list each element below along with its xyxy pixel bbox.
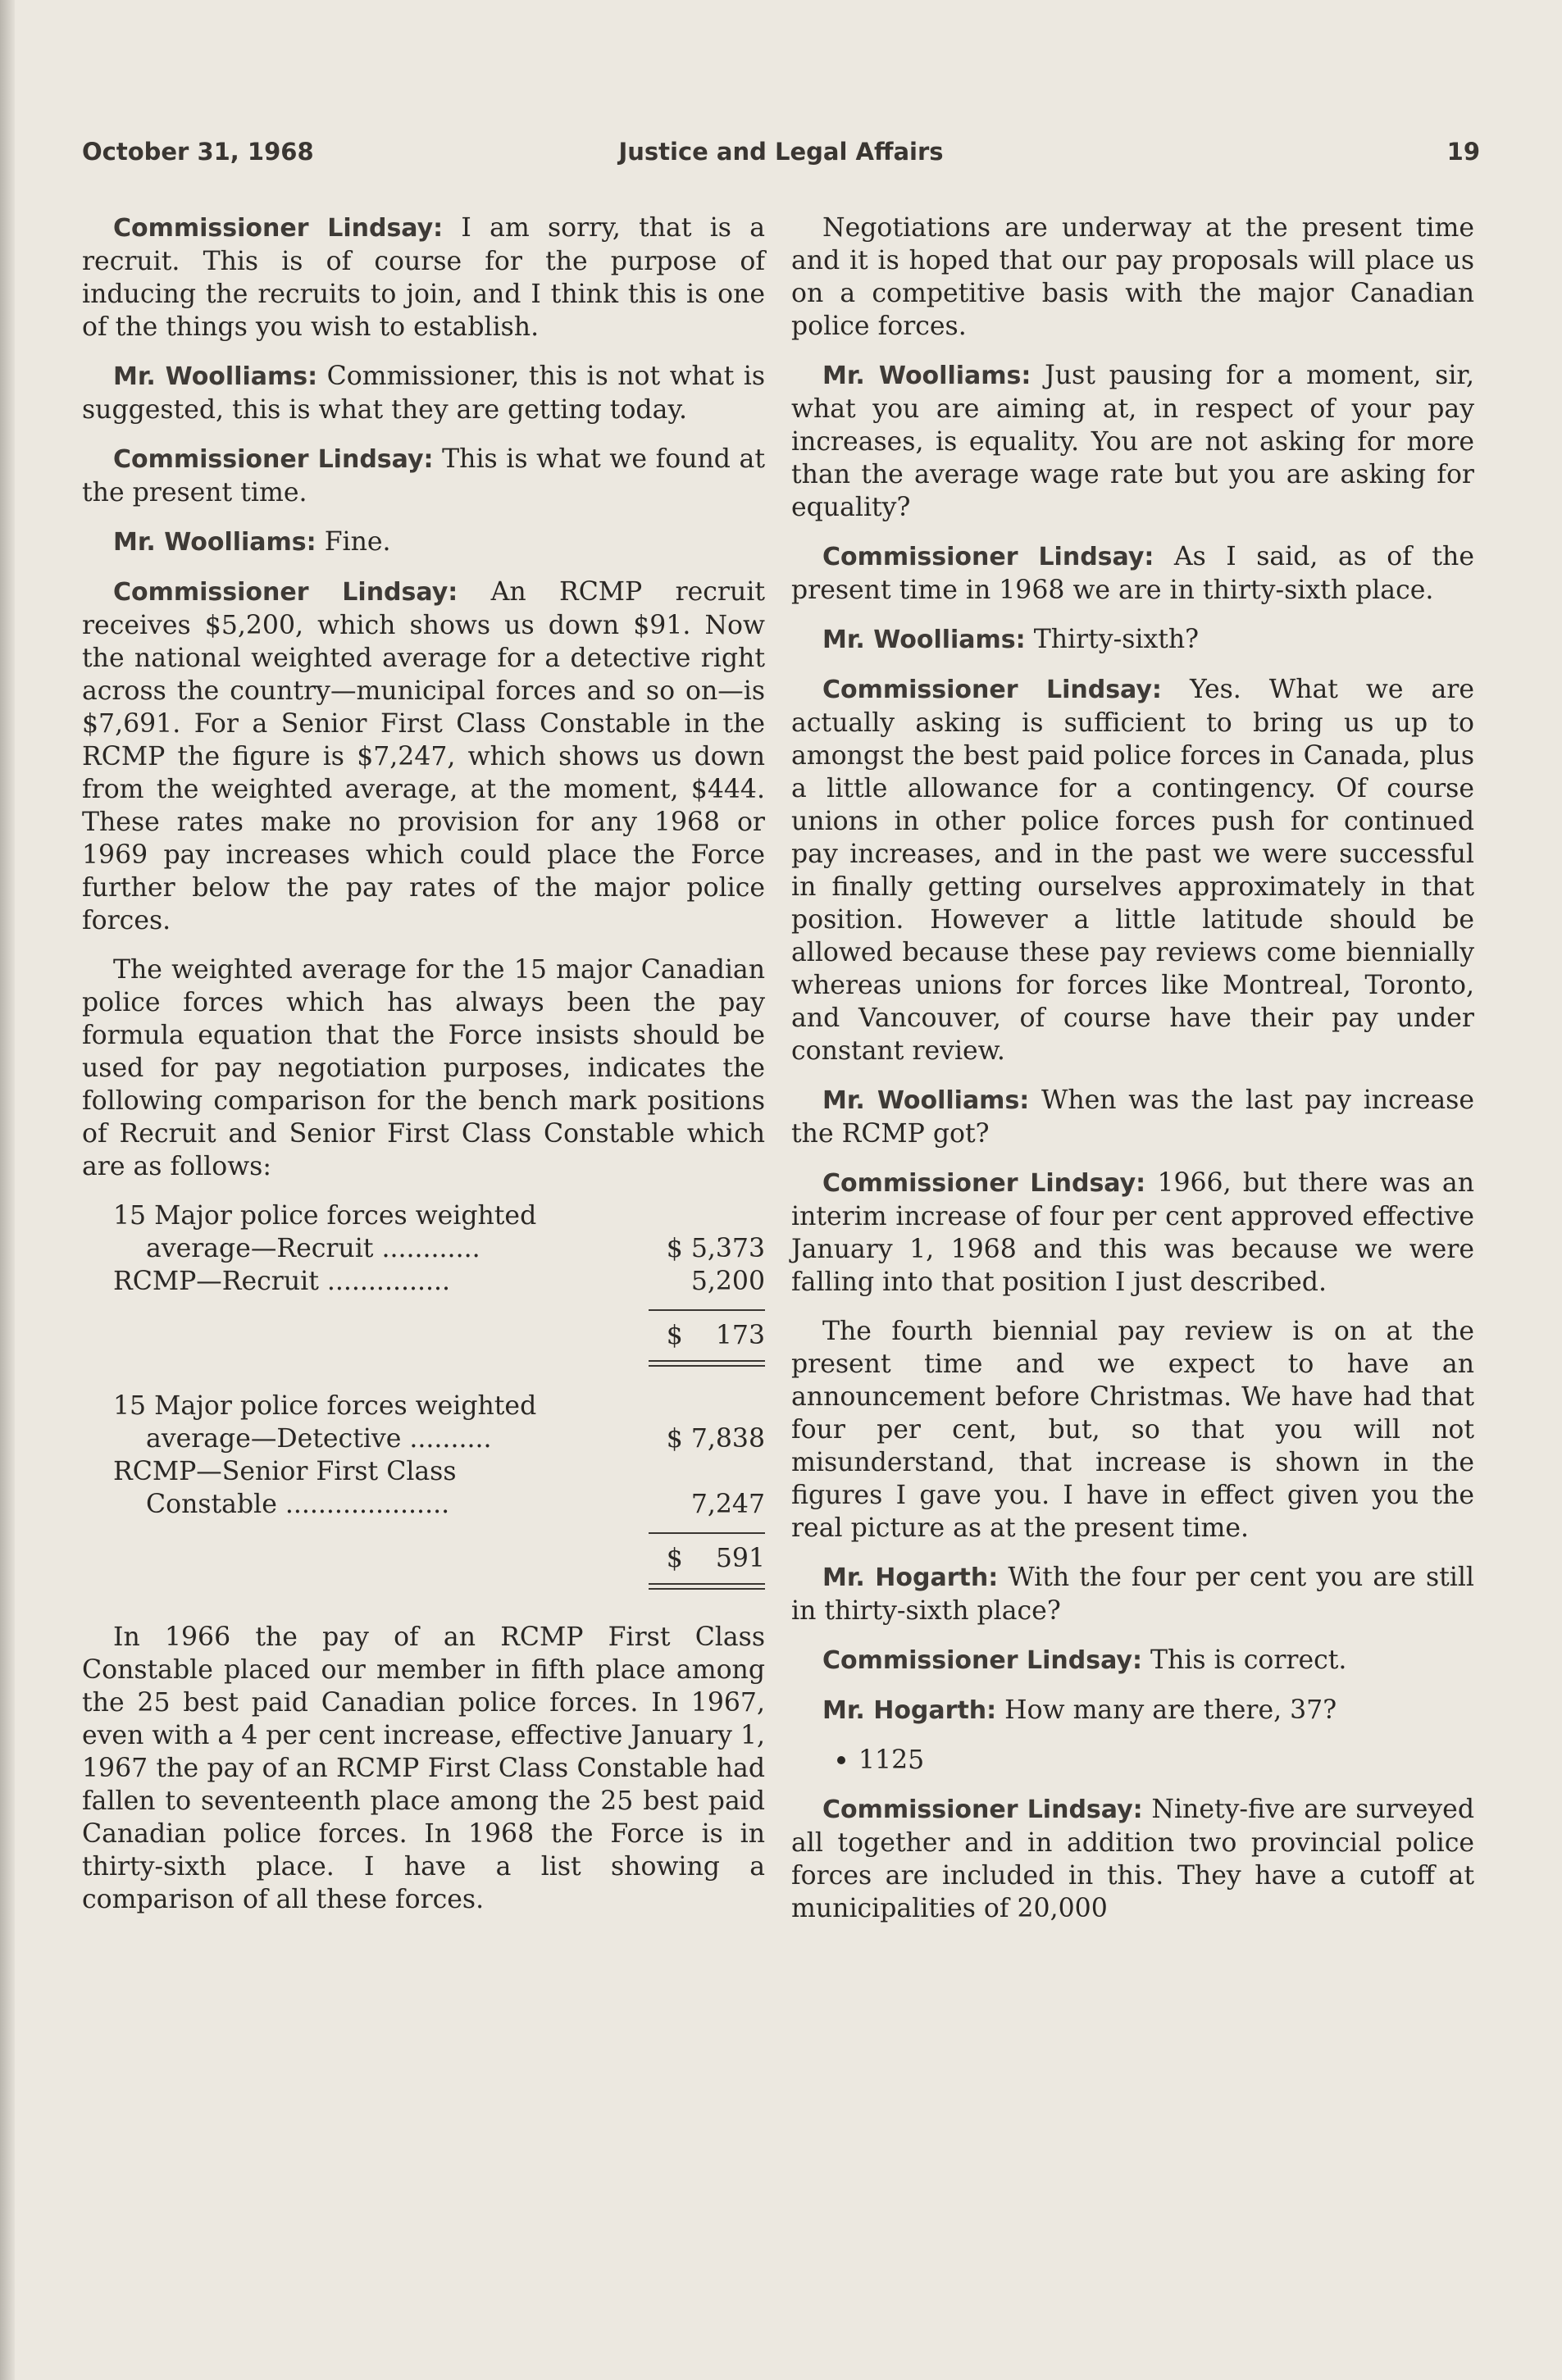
paragraph-text: Commissioner, this is not what is suggested, this is what they are getting today. <box>82 362 765 425</box>
table-row <box>82 1265 765 1298</box>
paragraph-text: This is what we found at the present time. <box>82 444 766 507</box>
table-row <box>82 1455 765 1488</box>
speaker-name: Mr. Woolliams: <box>822 626 1026 654</box>
paragraph-text: Fine. <box>324 527 391 557</box>
paragraph <box>82 526 765 559</box>
subtotal-rule <box>649 1521 765 1542</box>
paragraph-text: Negotiations are underway at the present time and it is hoped that our pay proposals will place us on a competitive basis with the major Canadian police forces. <box>791 213 1474 341</box>
speaker-name: Commissioner Lindsay: <box>113 214 444 243</box>
speaker-name: Mr. Woolliams: <box>822 362 1031 390</box>
table-row <box>82 1232 765 1265</box>
paragraph-text: Yes. What we are actually asking is sufficient to bring us up to amongst the best paid police forces in Canada, plus a little allowance for a contingency. Of course unions in other police forces push for continued pay increases, and in the past we were successful in finally getting ourselves approximately in that position. However a little latitude should be allowed because these pay reviews come biennially whereas unions for forces like Montreal, Toronto, and Vancouver, of course have their pay under constant review. <box>791 675 1474 1066</box>
speaker-name: Mr. Hogarth: <box>822 1563 999 1592</box>
right-column <box>791 212 1474 1941</box>
paragraph-text: With the four per cent you are still in thirty-sixth place? <box>791 1563 1474 1626</box>
row-value: $ 7,838 <box>666 1424 765 1454</box>
header-date: October 31, 1968 <box>82 138 314 166</box>
paragraph-text: 1966, but there was an interim increase of four per cent approved effective January 1, 1968 and this was because we were falling into that position I just described. <box>791 1168 1474 1297</box>
paragraph <box>791 1694 1474 1727</box>
paragraph-text: I am sorry, that is a recruit. This is of course for the purpose of inducing the recruits to join, and I think this is one of the things you wish to establish. <box>82 213 765 342</box>
row-label: 15 Major police forces weighted <box>113 1391 537 1421</box>
total-double-rule <box>649 1575 765 1596</box>
paragraph <box>791 1644 1474 1677</box>
row-label: average—Recruit ............ <box>146 1234 480 1263</box>
total-value: $ 591 <box>666 1544 765 1573</box>
table-row-total <box>82 1542 765 1575</box>
paragraph <box>791 1561 1474 1627</box>
speaker-name: Commissioner Lindsay: <box>113 578 458 607</box>
speaker-name: Mr. Woolliams: <box>113 362 318 391</box>
paragraph <box>791 673 1474 1067</box>
paragraph <box>82 360 765 426</box>
row-label: Constable .................... <box>146 1490 450 1519</box>
row-label: 15 Major police forces weighted <box>113 1201 537 1231</box>
speaker-name: Commissioner Lindsay: <box>822 1795 1143 1824</box>
paragraph <box>791 540 1474 607</box>
time-marker-text: 1125 <box>858 1745 925 1775</box>
bullet-icon <box>837 1756 845 1764</box>
speaker-name: Mr. Woolliams: <box>822 1086 1030 1115</box>
table-row <box>82 1488 765 1521</box>
table-row <box>82 1422 765 1455</box>
comparison-table-recruit <box>82 1199 765 1373</box>
total-double-rule <box>649 1352 765 1373</box>
paragraph-text: In 1966 the pay of an RCMP First Class Constable placed our member in fifth place among the 25 best paid Canadian police forces. In 1967, even with a 4 per cent increase, effective January 1, 1967 the pay of an RCMP First Class Constable had fallen to seventeenth place among the 25 best paid Canadian police forces. In 1968 the Force is in thirty-sixth place. I have a list showing a comparison of all these forces. <box>82 1622 765 1914</box>
row-value: 7,247 <box>690 1490 765 1519</box>
paragraph <box>82 443 765 509</box>
running-header <box>82 138 1480 174</box>
header-title: Justice and Legal Affairs <box>618 138 944 166</box>
page-number: 19 <box>1446 138 1480 166</box>
paragraph-text: Thirty-sixth? <box>1033 625 1200 654</box>
row-value: 5,200 <box>690 1267 765 1296</box>
paragraph <box>82 1621 765 1916</box>
paragraph-text: The weighted average for the 15 major Canadian police forces which has always been the pay formula equation that the Force insists should be used for pay negotiation purposes, indicates the following comparison for the bench mark positions of Recruit and Senior First Class Constable which are as follows: <box>82 955 765 1181</box>
row-label: RCMP—Recruit ............... <box>113 1267 451 1296</box>
paragraph <box>82 576 765 937</box>
speaker-name: Mr. Woolliams: <box>113 528 316 557</box>
speaker-name: Commissioner Lindsay: <box>822 1646 1142 1675</box>
speaker-name: Commissioner Lindsay: <box>113 445 434 474</box>
paragraph <box>791 212 1474 343</box>
paragraph-text: As I said, as of the present time in 1968 we are in thirty-sixth place. <box>791 542 1474 605</box>
paragraph <box>791 1084 1474 1150</box>
table-row-total <box>82 1319 765 1352</box>
speaker-name: Commissioner Lindsay: <box>822 543 1154 571</box>
paragraph <box>82 953 765 1183</box>
comparison-table-detective <box>82 1390 765 1596</box>
paragraph <box>791 1793 1474 1925</box>
paragraph <box>791 359 1474 524</box>
time-marker <box>791 1744 1474 1777</box>
page-edge-shadow <box>0 0 15 2380</box>
paragraph-text: An RCMP recruit receives $5,200, which shows us down $91. Now the national weighted average for a detective right across the country—municipal forces and so on—is $7,691. For a Senior First Class Constable in the RCMP the figure is $7,247, which shows us down from the weighted average, at the moment, $444. These rates make no provision for any 1968 or 1969 pay increases which could place the Force further below the pay rates of the major police forces. <box>82 577 765 935</box>
paragraph <box>791 1167 1474 1299</box>
paragraph-text: The fourth biennial pay review is on at the present time and we expect to have an announcement before Christmas. We have had that four per cent, but, so that you will not misunderstand, that increase is shown in the figures I gave you. I have in effect given you the real picture as at the present time. <box>791 1317 1474 1543</box>
paragraph-text: How many are there, 37? <box>1004 1695 1337 1725</box>
row-label: RCMP—Senior First Class <box>113 1457 457 1486</box>
speaker-name: Commissioner Lindsay: <box>822 676 1162 704</box>
paragraph-text: Just pausing for a moment, sir, what you are aiming at, in respect of your pay increases, is equality. You are not asking for more than the average wage rate but you are asking for equality? <box>791 361 1475 522</box>
paragraph <box>82 212 765 344</box>
paragraph-text: This is correct. <box>1150 1645 1347 1675</box>
table-row <box>82 1199 765 1232</box>
paragraph-text: Ninety-five are surveyed all together and in addition two provincial police forces are included in this. They have a cutoff at municipalities of 20,000 <box>791 1795 1474 1923</box>
paragraph <box>791 1315 1474 1545</box>
row-label: average—Detective .......... <box>146 1424 492 1454</box>
paragraph-text: When was the last pay increase the RCMP got? <box>791 1085 1474 1149</box>
paragraph <box>791 623 1474 657</box>
row-value: $ 5,373 <box>666 1234 765 1263</box>
speaker-name: Mr. Hogarth: <box>822 1696 997 1725</box>
total-value: $ 173 <box>666 1321 765 1350</box>
table-row <box>82 1390 765 1422</box>
subtotal-rule <box>649 1298 765 1319</box>
speaker-name: Commissioner Lindsay: <box>822 1169 1146 1198</box>
left-column <box>82 212 765 1932</box>
